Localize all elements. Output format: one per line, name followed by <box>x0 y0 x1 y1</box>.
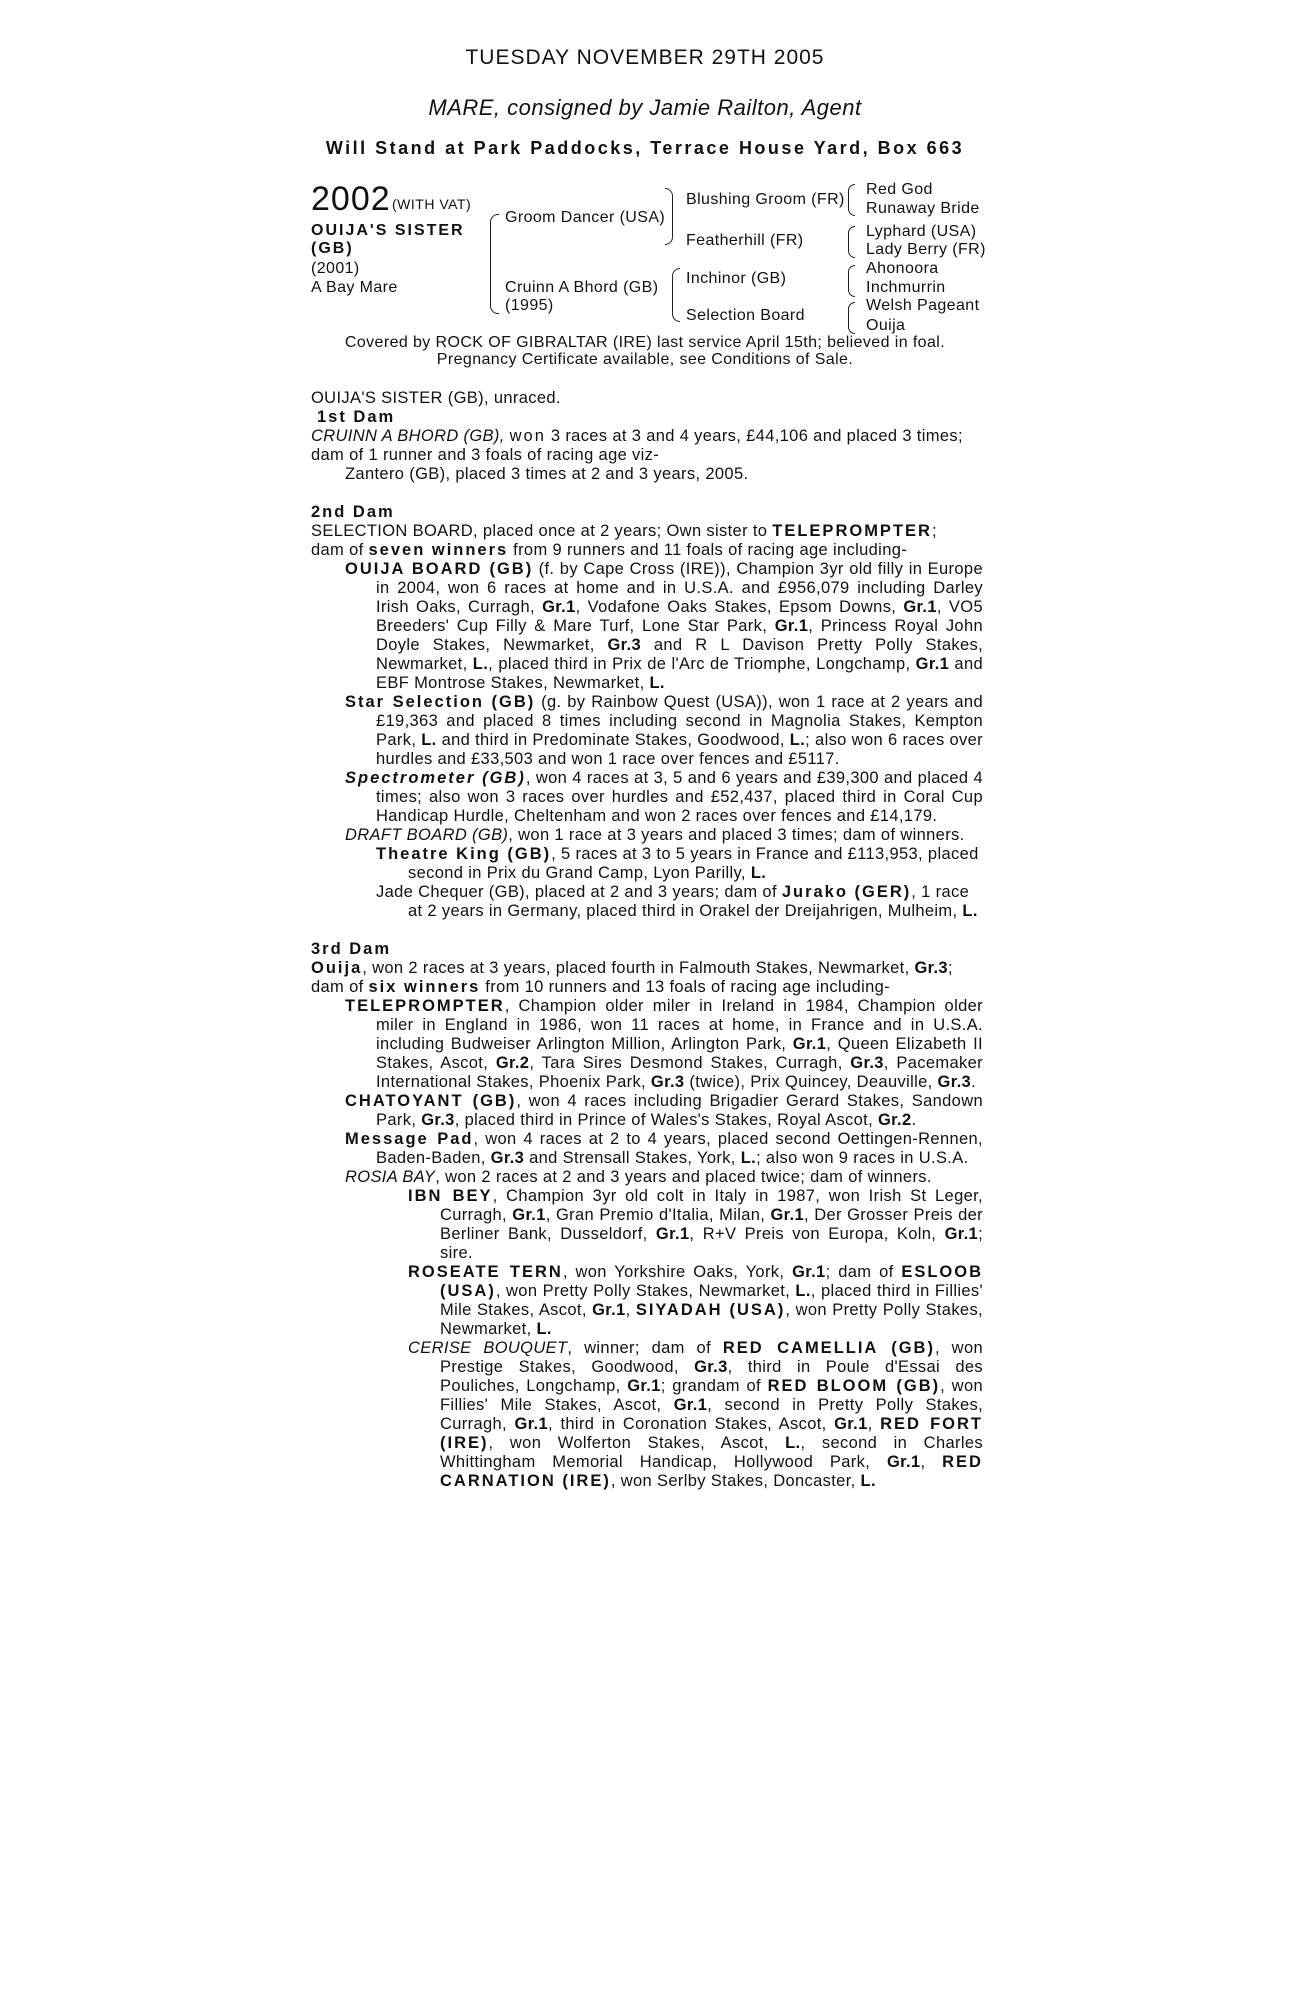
text-fragment: ; <box>931 522 937 540</box>
theatre-king-entry <box>311 845 983 883</box>
text-fragment: L. <box>789 731 806 749</box>
text-fragment: , Der Grosser Preis der Berliner Bank, Dusseldorf, <box>440 1206 983 1243</box>
text-fragment: Gr.1 <box>655 1225 690 1243</box>
third-dam-paragraph <box>311 959 983 978</box>
text-fragment: (twice), Prix Quincey, Deauville, <box>684 1073 938 1091</box>
text-fragment: Jurako (GER) <box>781 883 912 901</box>
text-fragment: ; also won 9 races in U.S.A. <box>756 1149 969 1167</box>
text-fragment: Gr.2 <box>877 1111 912 1129</box>
text-fragment: won <box>509 427 546 445</box>
text-fragment: , VO5 Breeders' Cup Filly & Mare Turf, Lone Star Park, <box>376 598 983 635</box>
text-fragment: , <box>625 1301 636 1319</box>
text-fragment: Gr.3 <box>694 1358 728 1376</box>
pedigree-dam-dam: Selection Board <box>686 307 805 324</box>
text-fragment: L. <box>649 674 665 692</box>
text-fragment: L. <box>795 1282 811 1300</box>
vat-note: (WITH VAT) <box>392 196 472 212</box>
third-dam-summary <box>311 978 983 997</box>
pedigree-g8: Ouija <box>866 317 906 334</box>
horse-name: OUIJA'S SISTER <box>311 222 465 239</box>
pedigree-g2: Runaway Bride <box>866 200 980 217</box>
text-fragment: , third in Poule d'Essai des Pouliches, Longchamp, <box>440 1358 983 1395</box>
text-fragment: Gr.1 <box>792 1035 827 1053</box>
text-fragment: RED BLOOM (GB) <box>767 1377 941 1395</box>
text-fragment: TELEPROMPTER <box>345 997 505 1015</box>
text-fragment: Gr.1 <box>627 1377 661 1395</box>
text-fragment: from 9 runners and 11 foals of racing age including- <box>508 541 908 559</box>
text-fragment: , 5 races at 3 to 5 years in France and £113,953, placed second in Prix du Grand Camp, Lyon Parilly, <box>408 845 979 882</box>
second-dam-summary <box>311 541 983 560</box>
text-fragment: , R+V Preis von Europa, Koln, <box>689 1225 945 1243</box>
text-fragment: and Strensall Stakes, York, <box>524 1149 741 1167</box>
pedigree-g1: Red God <box>866 181 933 198</box>
text-fragment: Gr.3 <box>490 1149 525 1167</box>
pedigree-g4: Lady Berry (FR) <box>866 241 986 258</box>
text-fragment: Gr.1 <box>774 617 809 635</box>
chatoyant-entry: CHATOYANT (GB), won 4 races including Brigadier Gerard Stakes, Sandown Park, Gr.3, placed third in Prince of Wales's Stakes, Royal Ascot, Gr.2. <box>345 1092 983 1129</box>
text-fragment: , placed third in Prince of Wales's Stakes, Royal Ascot, <box>454 1111 878 1129</box>
stand-location: Will Stand at Park Paddocks, Terrace House Yard, Box 663 <box>325 138 965 158</box>
text-fragment: Gr.1 <box>834 1415 868 1433</box>
text-fragment: ; <box>947 959 953 977</box>
text-fragment: dam of <box>311 541 369 559</box>
consignment-line: MARE, consigned by Jamie Railton, Agent <box>428 95 862 120</box>
text-fragment: , Tara Sires Desmond Stakes, Curragh, <box>529 1054 851 1072</box>
spectrometer-entry <box>311 769 983 826</box>
text-fragment: , Vodafone Oaks Stakes, Epsom Downs, <box>575 598 904 616</box>
text-fragment: , won Pretty Polly Stakes, Newmarket, <box>440 1301 983 1338</box>
text-fragment: , Champion older miler in Ireland in 1984, Champion older miler in England in 1986, won 11 races at home, in France and in U.S.A. including Budweiser Arlington Million, Arlington Park, <box>376 997 983 1053</box>
roseate-tern-entry <box>311 1263 983 1339</box>
pregnancy-note: Pregnancy Certificate available, see Conditions of Sale. <box>436 351 854 368</box>
text-fragment: , won 4 races at 2 to 4 years, placed second Oettingen-Rennen, Baden-Baden, <box>376 1130 983 1167</box>
text-fragment: CHATOYANT (GB) <box>345 1092 517 1110</box>
text-fragment: , placed third in Fillies' Mile Stakes, Ascot, <box>440 1282 983 1319</box>
text-fragment: , <box>920 1453 943 1471</box>
text-fragment: Jade Chequer (GB), placed at 2 and 3 years; dam of <box>376 883 782 901</box>
text-fragment: ROSEATE TERN <box>408 1263 563 1281</box>
text-fragment: TELEPROMPTER <box>772 522 932 540</box>
text-fragment: Gr.3 <box>607 636 642 654</box>
text-fragment: , winner; dam of <box>567 1339 723 1357</box>
text-fragment: L. <box>785 1434 801 1452</box>
text-fragment: SELECTION BOARD, placed once at 2 years; Own sister to <box>311 522 773 540</box>
text-fragment: , won 4 races including Brigadier Gerard Stakes, Sandown Park, <box>376 1092 983 1129</box>
covered-note: Covered by ROCK OF GIBRALTAR (IRE) last service April 15th; believed in foal. <box>344 334 946 351</box>
text-fragment: Message Pad <box>345 1130 474 1148</box>
text-fragment: Gr.1 <box>542 598 576 616</box>
text-fragment: , Queen Elizabeth II Stakes, Ascot, <box>376 1035 983 1072</box>
text-fragment: ; sire. <box>440 1225 984 1262</box>
text-fragment: RED CARNATION (IRE) <box>440 1453 983 1490</box>
text-fragment: Theatre King (GB) <box>376 845 552 863</box>
text-fragment: OUIJA BOARD (GB) <box>345 560 534 578</box>
pedigree-brace-dam <box>672 268 680 322</box>
text-fragment: L. <box>536 1320 552 1338</box>
foaling-year: (2001) <box>311 260 360 277</box>
message-pad-entry <box>311 1130 983 1168</box>
text-fragment: and R L Davison Pretty Polly Stakes, Newmarket, <box>376 636 984 673</box>
text-fragment: six winners <box>368 978 481 996</box>
rosia-bay-entry <box>311 1168 983 1187</box>
horse-country: (GB) <box>311 240 354 257</box>
text-fragment: L. <box>740 1149 757 1167</box>
text-fragment: RED CAMELLIA (GB) <box>722 1339 935 1357</box>
text-fragment: , <box>867 1415 881 1433</box>
text-fragment: , won Prestige Stakes, Goodwood, <box>440 1339 983 1376</box>
sale-date: TUESDAY NOVEMBER 29TH 2005 <box>465 46 825 69</box>
text-fragment: Gr.1 <box>592 1301 626 1319</box>
text-fragment: Gr.3 <box>914 959 948 977</box>
text-fragment: (f. by Cape Cross (IRE)), Champion 3yr old filly in Europe in 2004, won 6 races at home and in U.S.A. and £956,079 including Darley Irish Oaks, Curragh, <box>376 560 983 616</box>
text-fragment: ; grandam of <box>660 1377 768 1395</box>
text-fragment: ROSIA BAY <box>345 1168 436 1186</box>
text-fragment: , third in Coronation Stakes, Ascot, <box>548 1415 835 1433</box>
text-fragment: , won Wolferton Stakes, Ascot, <box>488 1434 786 1452</box>
star-selection-entry <box>311 693 983 769</box>
pedigree-g5: Ahonoora <box>866 260 939 277</box>
text-fragment: dam of <box>311 978 369 996</box>
text-fragment: ; also won 6 races over hurdles and £33,503 and won 1 race over fences and £5117. <box>376 731 984 768</box>
first-dam-name: CRUINN A BHORD (GB), <box>311 427 505 445</box>
pedigree-dam: Cruinn A Bhord (GB) <box>505 279 659 296</box>
text-fragment: , Pacemaker International Stakes, Phoenix Park, <box>376 1054 983 1091</box>
text-fragment: Gr.1 <box>915 655 950 673</box>
produce-record <box>311 389 983 1491</box>
text-fragment: Gr.1 <box>514 1415 549 1433</box>
text-fragment: Gr.1 <box>944 1225 979 1243</box>
text-fragment: and EBF Montrose Stakes, Newmarket, <box>376 655 983 692</box>
text-fragment: , won Fillies' Mile Stakes, Ascot, <box>440 1377 984 1414</box>
pedigree-brace-main <box>490 214 499 314</box>
pedigree-g3: Lyphard (USA) <box>866 223 977 240</box>
pedigree-brace-g3 <box>848 265 855 297</box>
text-fragment: L. <box>421 731 437 749</box>
text-fragment: , 1 race at 2 years in Germany, placed third in Orakel der Dreijahrigen, Mulheim, <box>408 883 970 920</box>
pedigree-dam-year: (1995) <box>505 297 554 314</box>
second-dam-paragraph <box>311 522 983 541</box>
text-fragment: Gr.3 <box>421 1111 455 1129</box>
text-fragment: (g. by Rainbow Quest (USA)), won 1 race at 2 years and £19,363 and placed 8 times including second in Magnolia Stakes, Kempton Park, <box>376 693 983 749</box>
pedigree-brace-g4 <box>848 302 855 334</box>
text-fragment: , won Yorkshire Oaks, York, <box>562 1263 793 1281</box>
first-dam-child: Zantero (GB), placed 3 times at 2 and 3 years, 2005. <box>345 465 749 483</box>
text-fragment: , second in Pretty Polly Stakes, Curragh, <box>440 1396 984 1433</box>
text-fragment: from 10 runners and 13 foals of racing age including- <box>480 978 890 996</box>
pedigree-sire-dam: Featherhill (FR) <box>686 232 804 249</box>
text-fragment: Ouija <box>311 959 363 977</box>
ouija-board-entry <box>311 560 983 693</box>
text-fragment: L. <box>860 1472 876 1490</box>
pedigree-brace-g2 <box>848 226 855 258</box>
text-fragment: ESLOOB (USA) <box>440 1263 983 1300</box>
text-fragment: CERISE BOUQUET <box>408 1339 568 1357</box>
pedigree-g6: Inchmurrin <box>866 279 946 296</box>
text-fragment: Spectrometer (GB) <box>345 769 526 787</box>
text-fragment: 3 races at 3 and 4 years, £44,106 and placed 3 times; dam of 1 runner and 3 foals of racing age viz- <box>311 427 963 464</box>
pedigree-dam-sire: Inchinor (GB) <box>686 270 787 287</box>
text-fragment: Gr.1 <box>792 1263 826 1281</box>
pedigree-sire-sire: Blushing Groom (FR) <box>686 191 845 208</box>
text-fragment: , Princess Royal John Doyle Stakes, Newmarket, <box>376 617 983 654</box>
pedigree-brace-g1 <box>848 184 855 216</box>
text-fragment: Gr.1 <box>512 1206 546 1224</box>
text-fragment: Gr.1 <box>886 1453 921 1471</box>
cerise-bouquet-entry <box>311 1339 983 1491</box>
pedigree-brace-sire <box>665 188 673 245</box>
text-fragment: L. <box>962 902 978 920</box>
text-fragment: Gr.1 <box>673 1396 708 1414</box>
text-fragment: Gr.1 <box>903 598 937 616</box>
text-fragment: ; dam of <box>825 1263 902 1281</box>
pedigree-g7: Welsh Pageant <box>866 297 980 314</box>
text-fragment: SIYADAH (USA) <box>635 1301 786 1319</box>
second-dam-heading: 2nd Dam <box>311 503 395 521</box>
text-fragment: , won 4 races at 3, 5 and 6 years and £39,300 and placed 4 times; also won 3 races over hurdles and £52,437, placed third in Coral Cup Handicap Hurdle, Cheltenham and won 2 races over fences and £14,179. <box>376 769 983 825</box>
text-fragment: , Gran Premio d'Italia, Milan, <box>545 1206 771 1224</box>
text-fragment: , won 2 races at 3 years, placed fourth in Falmouth Stakes, Newmarket, <box>362 959 915 977</box>
draft-board-entry <box>311 826 983 845</box>
text-fragment: RED FORT (IRE) <box>440 1415 983 1452</box>
text-fragment: , placed third in Prix de l'Arc de Triomphe, Longchamp, <box>488 655 916 673</box>
text-fragment: Gr.2 <box>495 1054 530 1072</box>
text-fragment: , won 1 race at 3 years and placed 3 times; dam of winners. <box>508 826 965 844</box>
teleprompter-entry: TELEPROMPTER, Champion older miler in Ireland in 1984, Champion older miler in England in 1986, won 11 races at home, in France and in U.S.A. including Budweiser Arlington Million, Arlington Park, Gr.1, Queen Elizabeth II Stakes, Ascot, Gr.2, Tara Sires Desmond Stakes, Curragh, Gr.3, Pacemaker International Stakes, Phoenix Park, Gr.3 (twice), Prix Quincey, Deauville, Gr.3. <box>345 997 983 1091</box>
first-dam-heading: 1st Dam <box>317 408 396 426</box>
text-fragment: L. <box>750 864 767 882</box>
text-fragment: L. <box>472 655 489 673</box>
text-fragment: and third in Predominate Stakes, Goodwood, <box>436 731 790 749</box>
lot-intro: OUIJA'S SISTER (GB), unraced. <box>311 389 561 407</box>
third-dam-heading: 3rd Dam <box>311 940 392 958</box>
jade-chequer-entry <box>311 883 983 921</box>
text-fragment: Gr.3 <box>850 1054 884 1072</box>
lot-number: 2002 <box>311 180 391 218</box>
text-fragment: Gr.1 <box>770 1206 805 1224</box>
pedigree-sire: Groom Dancer (USA) <box>505 209 666 226</box>
first-dam-paragraph <box>311 427 983 465</box>
text-fragment: seven winners <box>368 541 509 559</box>
text-fragment: , won Pretty Polly Stakes, Newmarket, <box>495 1282 796 1300</box>
text-fragment: , won Serlby Stakes, Doncaster, <box>610 1472 861 1490</box>
text-fragment: DRAFT BOARD (GB) <box>345 826 509 844</box>
text-fragment: Gr.3 <box>650 1073 685 1091</box>
text-fragment: , second in Charles Whittingham Memorial Handicap, Hollywood Park, <box>440 1434 983 1471</box>
ibn-bey-entry <box>311 1187 983 1263</box>
text-fragment: Gr.3 <box>937 1073 972 1091</box>
text-fragment: IBN BEY <box>408 1187 493 1205</box>
text-fragment: , Champion 3yr old colt in Italy in 1987, won Irish St Leger, Curragh, <box>440 1187 983 1224</box>
text-fragment: Star Selection (GB) <box>345 693 536 711</box>
text-fragment: , won 2 races at 2 and 3 years and placed twice; dam of winners. <box>435 1168 932 1186</box>
horse-description: A Bay Mare <box>311 279 398 296</box>
